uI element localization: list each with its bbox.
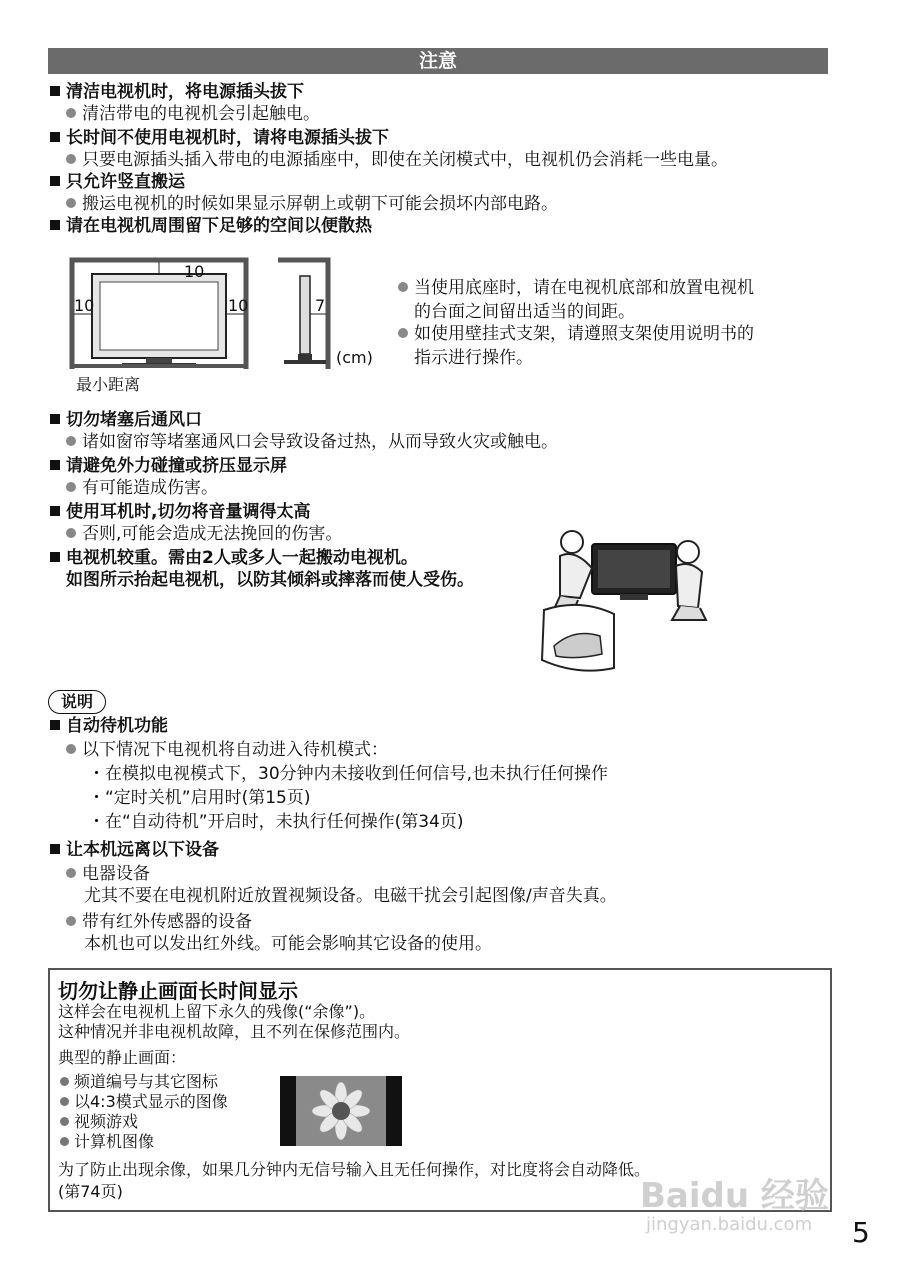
- caution-heading-heavy: 电视机较重。需由2人或多人一起搬动电视机。: [50, 548, 418, 568]
- clearance-caption: 最小距离: [76, 375, 141, 394]
- clearance-right-label: 10: [228, 296, 249, 315]
- note-bullet: 带有红外传感器的设备: [66, 912, 252, 932]
- note-sub: ・在“自动待机”开启时，未执行任何操作(第34页): [88, 812, 464, 832]
- clearance-diagram: [66, 254, 376, 374]
- dot-icon: [66, 744, 76, 754]
- box-text: 典型的静止画面：: [58, 1048, 187, 1067]
- box-text: 这样会在电视机上留下永久的残像(“余像”)。: [58, 1002, 376, 1021]
- watermark-logo: Baidu 经验: [640, 1176, 829, 1216]
- clearance-side-label: 7: [315, 296, 326, 315]
- caution-bullet: 否则,可能会造成无法挽回的伤害。: [66, 524, 342, 544]
- dot-icon: [60, 1097, 69, 1106]
- wall-mount-note: 如使用壁挂式支架，请遵照支架使用说明书的 指示进行操作。: [398, 322, 754, 370]
- square-bullet-icon: [50, 720, 60, 730]
- caution-heading-ventilation: 请在电视机周围留下足够的空间以便散热: [50, 216, 372, 236]
- caution-heading-cleaning: 清洁电视机时，将电源插头拔下: [50, 82, 304, 102]
- caution-heading-vents: 切勿堵塞后通风口: [50, 410, 202, 430]
- dot-icon: [66, 482, 76, 492]
- square-bullet-icon: [50, 506, 60, 516]
- caution-heading-heavy-2: 如图所示抬起电视机，以防其倾斜或摔落而使人受伤。: [66, 570, 474, 590]
- stand-note: 当使用底座时，请在电视机底部和放置电视机 的台面之间留出适当的间距。: [398, 276, 754, 324]
- square-bullet-icon: [50, 552, 60, 562]
- caution-heading-carry: 只允许竖直搬运: [50, 172, 185, 192]
- note-text: 尤其不要在电视机附近放置视频设备。电磁干扰会引起图像/声音失真。: [84, 886, 617, 906]
- square-bullet-icon: [50, 220, 60, 230]
- caution-heading-headphones: 使用耳机时,切勿将音量调得太高: [50, 502, 310, 522]
- watermark-url: jingyan.baidu.com: [646, 1214, 813, 1235]
- note-bullet: 以下情况下电视机将自动进入待机模式：: [66, 740, 388, 760]
- caution-heading-impact: 请避免外力碰撞或挤压显示屏: [50, 456, 287, 476]
- note-bullet: 电器设备: [66, 864, 150, 884]
- carrying-tv-illustration: [530, 528, 720, 678]
- square-bullet-icon: [50, 414, 60, 424]
- note-heading-distance: 让本机远离以下设备: [50, 840, 219, 860]
- box-item: 视频游戏: [60, 1112, 138, 1132]
- box-text: (第74页): [58, 1182, 123, 1201]
- note-text: 本机也可以发出红外线。可能会影响其它设备的使用。: [84, 934, 492, 954]
- box-item: 频道编号与其它图标: [60, 1072, 218, 1092]
- dot-icon: [60, 1077, 69, 1086]
- dot-icon: [66, 436, 76, 446]
- dot-icon: [66, 916, 76, 926]
- note-heading-standby: 自动待机功能: [50, 716, 168, 736]
- box-text: 这种情况并非电视机故障，且不列在保修范围内。: [58, 1022, 411, 1041]
- box-title: 切勿让静止画面长时间显示: [58, 979, 298, 1003]
- square-bullet-icon: [50, 86, 60, 96]
- square-bullet-icon: [50, 176, 60, 186]
- dot-icon: [398, 328, 408, 338]
- box-item: 计算机图像: [60, 1132, 154, 1152]
- dot-icon: [60, 1117, 69, 1126]
- square-bullet-icon: [50, 460, 60, 470]
- caution-bullet: 诸如窗帘等堵塞通风口会导致设备过热，从而导致火灾或触电。: [66, 432, 558, 452]
- dot-icon: [66, 528, 76, 538]
- caution-bullet: 有可能造成伤害。: [66, 478, 218, 498]
- page-number: 5: [852, 1216, 870, 1249]
- clearance-unit: (cm): [336, 348, 373, 367]
- box-text: 为了防止出现余像，如果几分钟内无信号输入且无任何操作，对比度将会自动降低。: [58, 1160, 651, 1179]
- dot-icon: [66, 868, 76, 878]
- square-bullet-icon: [50, 844, 60, 854]
- square-bullet-icon: [50, 132, 60, 142]
- note-sub: ・“定时关机”启用时(第15页): [88, 788, 311, 808]
- dot-icon: [66, 108, 76, 118]
- note-sub: ・在模拟电视模式下，30分钟内未接收到任何信号,也未执行任何操作: [88, 764, 609, 784]
- clearance-top-label: 10: [184, 262, 205, 281]
- notes-label: 说明: [48, 690, 106, 714]
- caution-heading-unplug: 长时间不使用电视机时，请将电源插头拔下: [50, 128, 389, 148]
- flower-still-image: [280, 1076, 402, 1146]
- caution-bullet: 清洁带电的电视机会引起触电。: [66, 104, 320, 124]
- dot-icon: [398, 282, 408, 292]
- clearance-left-label: 10: [74, 296, 95, 315]
- dot-icon: [66, 154, 76, 164]
- dot-icon: [66, 198, 76, 208]
- caution-header: 注意: [48, 48, 828, 74]
- caution-bullet: 只要电源插头插入带电的电源插座中，即使在关闭模式中，电视机仍会消耗一些电量。: [66, 150, 728, 170]
- dot-icon: [60, 1137, 69, 1146]
- caution-bullet: 搬运电视机的时候如果显示屏朝上或朝下可能会损坏内部电路。: [66, 194, 558, 214]
- box-item: 以4:3模式显示的图像: [60, 1092, 228, 1112]
